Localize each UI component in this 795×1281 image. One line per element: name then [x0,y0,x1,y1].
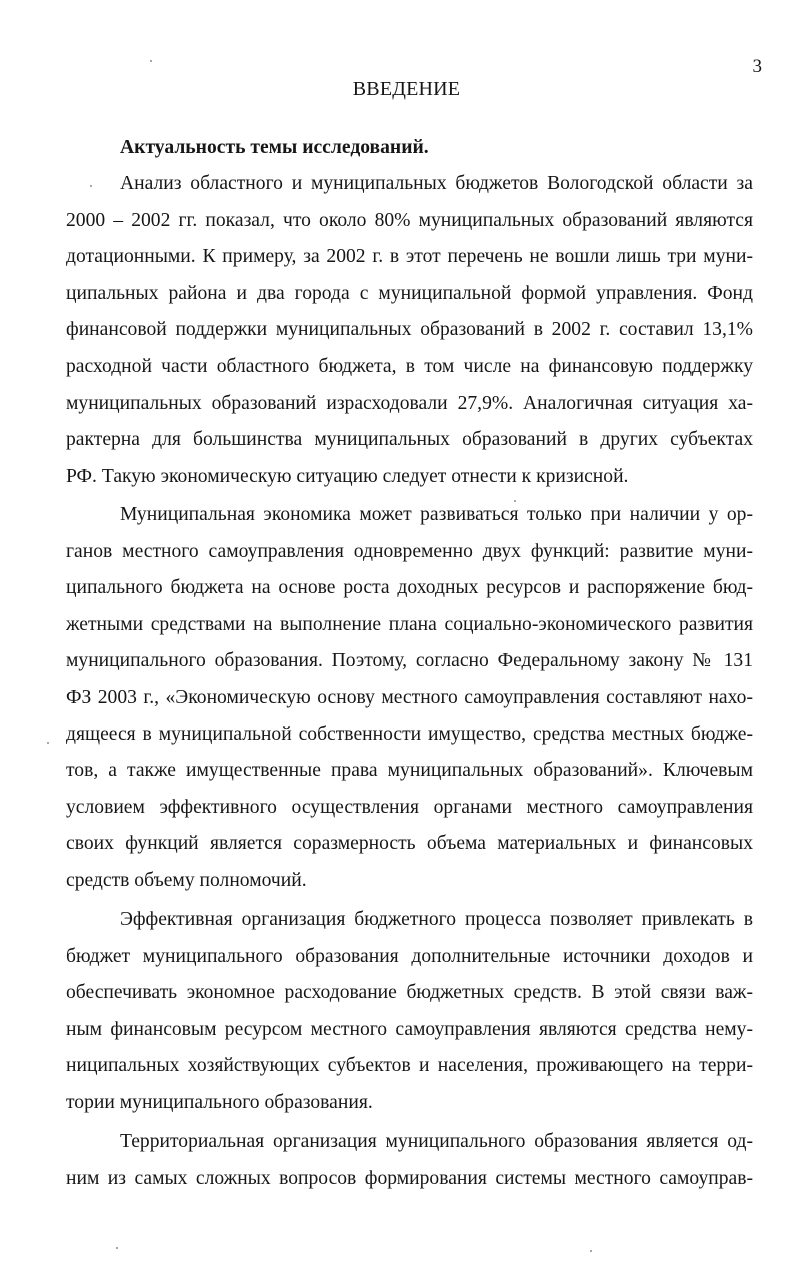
paragraph-1 [66,166,753,495]
section-subheading: Актуальность темы исследований. [120,137,429,158]
text-line: Анализ областного и муниципальных бюджетов Вологодской области за [120,173,753,194]
text-line: средств объему полномочий. [66,869,307,891]
scan-speck [116,1247,118,1249]
text-line: дящееся в муниципальной собственности имущество, средства местных бюдже- [66,723,753,745]
text-line: ным финансовым ресурсом местного самоуправления являются средства нему- [66,1018,753,1040]
text-line: муниципальных образований израсходовали 27,9%. Аналогичная ситуация ха- [66,392,753,414]
text-line: ниципальных хозяйствующих субъектов и населения, проживающего на терри- [66,1055,753,1077]
text-line: Муниципальная экономика может развиваться только при наличии у ор- [120,504,753,525]
text-line: ним из самых сложных вопросов формирования системы местного самоуправ- [66,1167,753,1189]
text-line: дотационными. К примеру, за 2002 г. в этот перечень не вошли лишь три муни- [66,246,753,268]
text-line: 2000 – 2002 гг. показал, что около 80% муниципальных образований являются [66,209,753,231]
text-line: бюджет муниципального образования дополнительные источники доходов и [66,945,753,967]
page-number: 3 [752,56,762,77]
text-line: обеспечивать экономное расходование бюджетных средств. В этой связи важ- [66,982,753,1004]
text-line: Территориальная организация муниципального образования является од- [120,1131,753,1152]
text-line: финансовой поддержки муниципальных образований в 2002 г. составил 13,1% [66,319,753,341]
text-line: муниципального образования. Поэтому, согласно Федеральному закону № 131 [66,650,753,672]
text-line: тории муниципального образования. [66,1091,373,1113]
text-line: РФ. Такую экономическую ситуацию следует отнести к кризисной. [66,465,629,487]
text-line: условием эффективного осуществления органами местного самоуправления [66,796,753,818]
scan-speck [514,500,516,502]
page-title: ВВЕДЕНИЕ [352,78,461,100]
text-line: рактерна для большинства муниципальных образований в других субъектах [66,429,753,451]
scan-speck [150,60,152,62]
scan-speck [47,742,49,744]
text-line: тов, а также имущественные права муниципальных образований». Ключевым [66,760,753,782]
paragraph-4 [66,1124,753,1197]
scan-speck [590,1250,592,1252]
text-line: жетными средствами на выполнение плана социально-экономического развития [66,613,753,635]
scan-speck [90,185,92,187]
text-line: ципальных района и два города с муниципальной формой управления. Фонд [66,282,753,304]
text-line: Эффективная организация бюджетного процесса позволяет привлекать в [120,909,753,930]
paragraph-2 [66,497,753,900]
text-line: ганов местного самоуправления одновременно двух функций: развитие муни- [66,540,753,562]
text-line: своих функций является соразмерность объема материальных и финансовых [66,833,753,855]
text-line: ФЗ 2003 г., «Экономическую основу местного самоуправления составляют нахо- [66,686,753,708]
paragraph-3 [66,902,753,1122]
text-line: ципального бюджета на основе роста доходных ресурсов и распоряжение бюд- [66,577,753,599]
text-line: расходной части областного бюджета, в том числе на финансовую поддержку [66,355,753,377]
